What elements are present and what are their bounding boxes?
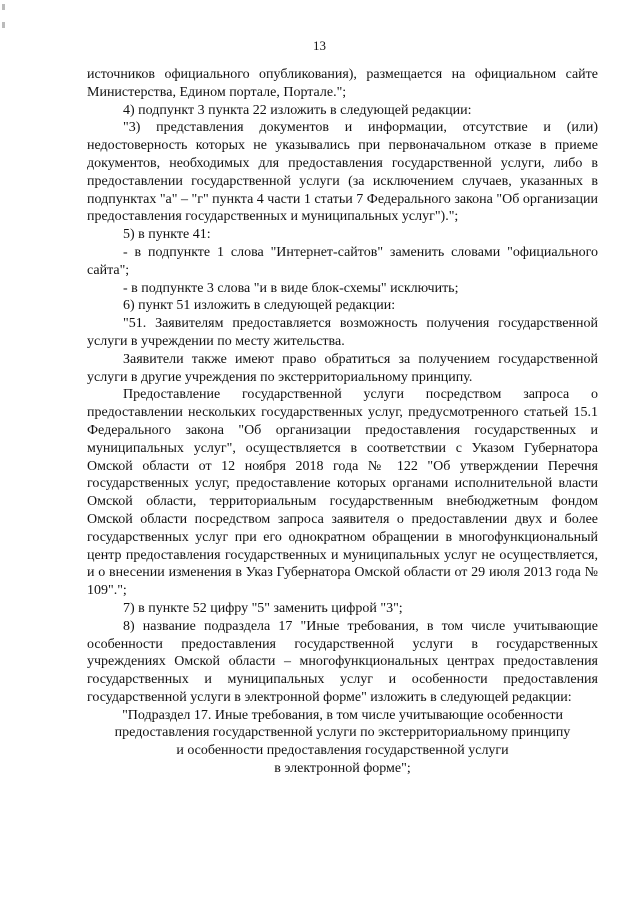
- subsection-title-line: в электронной форме";: [274, 761, 411, 777]
- subsection-title-line: "Подраздел 17. Иные требования, в том числе учитывающие особенности: [122, 707, 563, 723]
- subsection-title-line: предоставления государственной услуги по экстерриториальному принципу: [114, 725, 571, 741]
- paragraph: 7) в пункте 52 цифру "5" заменить цифрой "3";: [123, 600, 403, 616]
- subsection-title: [87, 707, 598, 778]
- paragraph: - в подпункте 3 слова "и в виде блок-схемы" исключить;: [123, 280, 459, 296]
- paragraph: 8) название подраздела 17 "Иные требования, в том числе учитывающие особенности предоставления государственной услуги в государственных учреждениях Омской области – многофункциональных центрах предоставления государственных и муниципальных услуг и особенности предоставления государственной услуги в электронной форме" изложить в следующей редакции:: [87, 618, 598, 705]
- page-number: 13: [313, 38, 326, 53]
- scan-edge-mark: [2, 22, 5, 28]
- paragraph: "51. Заявителям предоставляется возможность получения государственной услуги в учреждении по месту жительства.: [87, 316, 598, 349]
- paragraph: Предоставление государственной услуги посредством запроса о предоставлении нескольких государственных услуг, предусмотренного статьей 15.1 Федерального закона "Об организации предоставления государственных и муниципальных услуг", осуществляется в соответствии с Указом Губернатора Омской области от 12 ноября 2018 года № 122 "Об утверждении Перечня государственных услуг, предоставление которых органами исполнительной власти Омской области, территориальным государственным внебюджетным фондом Омской области посредством запроса заявителя о предоставлении двух и более государственных услуг при его однократном обращении в многофункциональный центр предоставления государственных и муниципальных услуг не осуществляется, и о внесении изменения в Указ Губернатора Омской области от 29 июля 2013 года № 109".";: [87, 387, 598, 599]
- paragraph: 4) подпункт 3 пункта 22 изложить в следующей редакции:: [123, 102, 472, 118]
- scan-edge-mark: [2, 4, 5, 10]
- paragraph: Заявители также имеют право обратиться за получением государственной услуги в другие учреждения по экстерриториальному принципу.: [87, 351, 598, 385]
- paragraph: 6) пункт 51 изложить в следующей редакции:: [123, 298, 396, 314]
- document-body: [87, 66, 598, 778]
- paragraph: источников официального опубликования), размещается на официальном сайте Министерства, Едином портале, Портале.";: [87, 67, 598, 100]
- paragraph: "3) представления документов и информации, отсутствие и (или) недостоверность которых не указывались при первоначальном отказе в приеме документов, необходимых для предоставления государственной услуги, либо в предоставлении государственной услуги (за исключением случаев, указанных в подпунктах "а" – "г" пункта 4 части 1 статьи 7 Федерального закона "Об организации предоставления государственных и муниципальных услуг").";: [87, 120, 598, 225]
- paragraph: 5) в пункте 41:: [123, 227, 211, 243]
- subsection-title-line: и особенности предоставления государственной услуги: [176, 743, 509, 759]
- paragraph: - в подпункте 1 слова "Интернет-сайтов" заменить словами "официального сайта";: [87, 244, 598, 278]
